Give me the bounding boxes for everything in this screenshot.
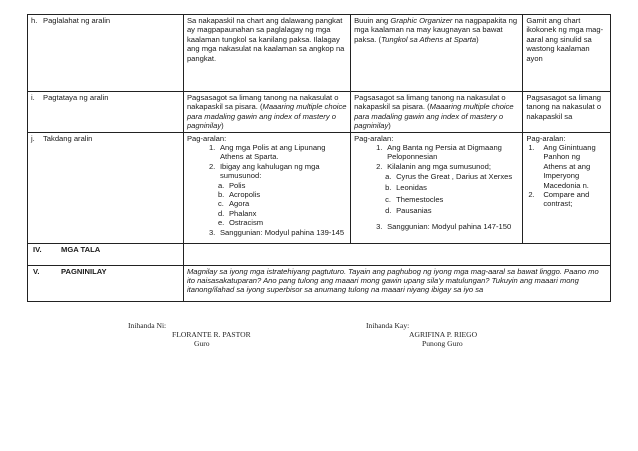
row-j-col3-item2-text: Kilalanin ang mga sumusunod; <box>387 161 491 171</box>
row-j-col2-item1-text: Ang mga Polis at ang Lipunang Athens at Sparta. <box>219 143 326 162</box>
row-i-letter: i. <box>31 93 35 102</box>
row-i-col2-text <box>187 93 347 131</box>
row-j-col2-sub-d-letter: d. <box>217 208 225 218</box>
row-j-col3-sub-c-letter: c. <box>385 194 391 204</box>
row-j-col4-heading: Pag-aralan: <box>526 133 566 143</box>
row-j-col4 <box>523 132 611 243</box>
row-h-col3 <box>351 15 523 92</box>
lesson-plan-table <box>27 14 611 302</box>
prepared-by-role: Guro <box>194 339 210 348</box>
row-j-col3-sub-b-text: Leonidas <box>396 183 427 193</box>
row-j-col2-item3-num: 3. <box>208 227 216 237</box>
row-h-col3-post: ) <box>476 34 479 44</box>
row-j-col2-item1 <box>187 143 347 162</box>
row-j-col2-sub-a-letter: a. <box>217 180 225 190</box>
noted-by-name: AGRIFINA P. RIEGO <box>409 330 478 339</box>
row-j-col3-sub-c <box>365 194 519 205</box>
row-i-col2 <box>183 92 350 133</box>
row-j-col3-sub-d-letter: d. <box>385 205 392 215</box>
row-j-col3-sub-b-letter: b. <box>385 183 392 193</box>
row-h-col3-text <box>354 16 519 44</box>
row-j-col3 <box>351 132 523 243</box>
row-h <box>28 15 611 92</box>
row-h-col2-text: Sa nakapaskil na chart ang dalawang pangkat ay magpapaunahan sa paglalagay ng mga kaalaman tungkol sa kanilang paksa. Ilalagay ang mga nakasulat na kaalaman sa angkop na pangkat. <box>186 16 345 63</box>
row-j-label-cell <box>28 132 184 243</box>
row-j-col3-item2-num: 2. <box>376 161 383 171</box>
row-h-col3-pre: Buuin ang <box>354 16 389 25</box>
row-j-col2-item3-text: Sanggunian: Modyul pahina 139-145 <box>219 227 345 237</box>
row-j-col2-sub-c <box>198 199 347 208</box>
row-j-col2-sub-b-letter: b. <box>217 190 225 200</box>
row-h-label: Paglalahat ng aralin <box>43 16 111 25</box>
row-j-col2-item2-text: Ibigay ang kahulugan ng mga sumusunod: <box>219 161 320 181</box>
row-j-label: Takdang aralin <box>43 133 93 143</box>
row-j-col2-sub-c-letter: c. <box>217 199 224 209</box>
noted-by-role: Punong Guro <box>422 339 463 348</box>
row-j-col3-sub-d-text: Pausanias <box>396 205 432 215</box>
row-iv-label: MGA TALA <box>61 244 101 254</box>
row-iv-numeral: IV. <box>33 244 42 254</box>
row-j-col3-item1 <box>354 143 519 162</box>
row-j-col2 <box>183 132 350 243</box>
row-j-col3-item2 <box>354 162 519 171</box>
row-h-col4 <box>523 15 611 92</box>
row-j-col4-item2-text: Compare and contrast; <box>543 190 590 209</box>
row-v <box>28 265 611 301</box>
row-i-col3-post: ) <box>388 121 391 131</box>
row-j-col2-item2 <box>187 162 347 181</box>
row-j-col3-sub-c-text: Themestocles <box>396 194 444 204</box>
row-i-label-cell <box>28 92 184 133</box>
row-j <box>28 132 611 243</box>
prepared-by-name: FLORANTE R. PASTOR <box>172 330 251 339</box>
row-j-letter: j. <box>31 133 35 143</box>
row-j-col3-item1-text: Ang Banta ng Persia at Digmaang Peloponnesian <box>387 143 502 162</box>
row-i <box>28 92 611 133</box>
row-j-col3-sub-d <box>365 205 519 216</box>
signature-block <box>0 322 638 362</box>
row-j-col2-item2-num: 2. <box>208 161 216 171</box>
row-j-col3-item3-text: Sanggunian: Modyul pahina 147-150 <box>387 222 512 232</box>
row-j-col2-sub-e <box>198 218 347 227</box>
row-j-col3-item1-num: 1. <box>376 143 383 153</box>
row-iv <box>28 243 611 265</box>
row-i-col2-pre: Pagsasagot sa limang tanong na nakasulat o nakapaskil sa pisara. ( <box>186 93 339 112</box>
row-h-col3-mid: na nagpapakita ng mga kaalaman na may kaugnayan sa bawat paksa. ( <box>354 16 518 44</box>
row-iv-notes-cell <box>183 243 610 265</box>
row-j-col3-item3-num: 3. <box>376 222 383 232</box>
row-h-col3-italic1: Graphic Organizer <box>390 16 453 25</box>
row-j-col3-sub-a <box>365 171 519 182</box>
row-j-col4-item1 <box>526 143 607 190</box>
row-v-label: PAGNINILAY <box>61 266 107 276</box>
row-j-col4-item2-num: 2. <box>528 190 535 200</box>
row-j-col2-sub-b <box>198 190 347 199</box>
row-i-col3-pre: Pagsasagot sa limang tanong na nakasulat o nakapaskil sa pisara. ( <box>354 93 506 112</box>
row-j-col2-sub-e-text: Ostracism <box>228 218 264 228</box>
row-j-col2-sub-b-text: Acropolis <box>228 190 261 200</box>
row-j-col3-heading: Pag-aralan: <box>354 133 394 143</box>
row-h-col2 <box>183 15 350 92</box>
row-j-col2-sub-a <box>198 181 347 190</box>
noted-by-label: Inihanda Kay: <box>366 321 410 330</box>
row-v-reflection-cell <box>183 265 610 301</box>
row-j-col4-item1-text: Ang Ginintuang Panhon ng Athens at ang Imperyong Macedonia n. <box>543 143 596 190</box>
row-v-reflection-text: Magnilay sa iyong mga istratehiyang pagtuturo. Tayain ang paghubog ng iyong mga mag-aaral sa bawat linggo. Paano mo ito naisasakatuparan? Ano pang tulong ang maaari mong gawin upang sila'y matulungan? Tukuyin ang maaari mong itanong/ilahad sa iyong superbisor sa anumang tulong na maaari niyang ibigay sa iyo sa <box>186 266 599 295</box>
row-j-col2-item3 <box>187 228 347 237</box>
row-j-col4-item2 <box>526 190 607 209</box>
row-j-col2-sub-e-letter: e. <box>217 218 225 228</box>
row-i-label: Pagtataya ng aralin <box>43 93 109 102</box>
row-i-col2-italic: Maaaring multiple choice para madaling gawin ang index of mastery o pagninilay <box>186 102 347 131</box>
row-h-letter: h. <box>31 16 38 25</box>
row-j-col3-sub-b <box>365 182 519 193</box>
row-i-col4-text: Pagsasagot sa limang tanong na nakasulat o nakapaskil sa <box>526 93 602 121</box>
row-h-col4-text: Gamit ang chart ikokonek ng mga mag-aaral ang sinulid sa wastong kaalaman ayon <box>526 16 604 63</box>
row-j-col2-sub-c-text: Agora <box>228 199 250 209</box>
row-i-col3 <box>351 92 523 133</box>
row-i-col3-italic: Maaaring multiple choice para madaling gawin ang index of mastery o pagninilay <box>354 102 514 131</box>
row-j-col2-item1-num: 1. <box>208 143 216 153</box>
row-j-col2-sub-a-text: Polis <box>228 180 246 190</box>
row-v-numeral: V. <box>33 266 40 276</box>
row-h-label-cell <box>28 15 184 92</box>
prepared-by-label: Inihanda Ni: <box>128 321 167 330</box>
row-j-col2-heading: Pag-aralan: <box>186 133 227 143</box>
row-iv-label-cell <box>28 243 184 265</box>
row-i-col4 <box>523 92 611 133</box>
row-i-col3-text <box>354 93 519 131</box>
row-v-label-cell <box>28 265 184 301</box>
row-j-col2-sub-d-text: Phalanx <box>228 208 257 218</box>
row-j-col3-sub-a-text: Cyrus the Great , Darius at Xerxes <box>396 172 513 182</box>
row-j-col2-sub-d <box>198 209 347 218</box>
row-h-col3-italic2: Tungkol sa Athens at Sparta <box>381 34 477 44</box>
row-j-col3-sub-a-letter: a. <box>385 172 392 182</box>
row-j-col3-item3 <box>354 222 519 231</box>
row-i-col2-post: ) <box>221 121 224 131</box>
row-j-col4-item1-num: 1. <box>528 143 535 153</box>
